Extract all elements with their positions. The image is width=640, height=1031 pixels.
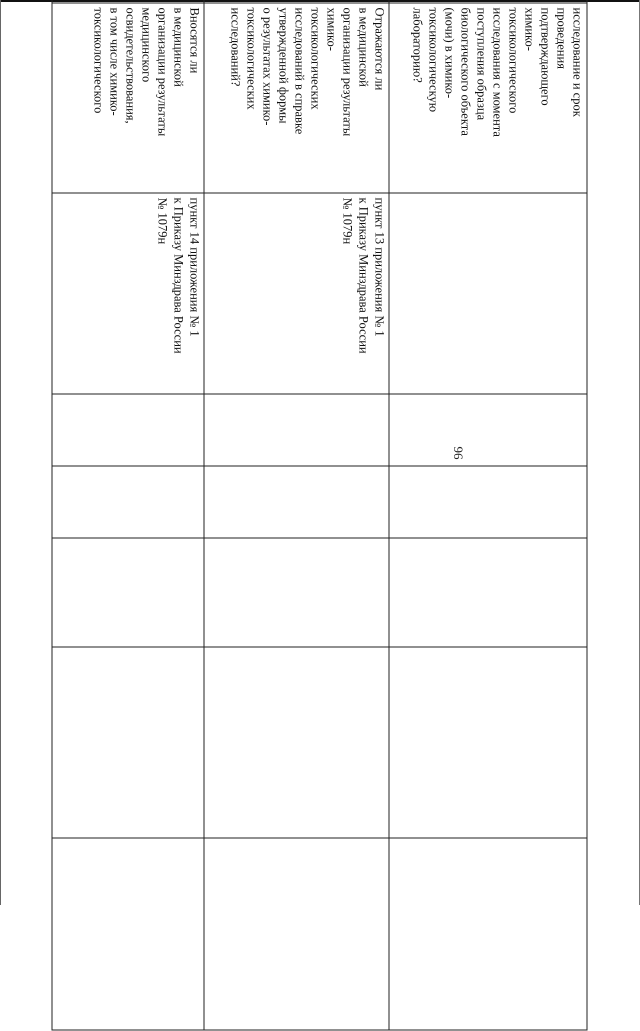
- table-row: [389, 0, 587, 1030]
- reference-cell: пункт 14 приложения № 1 к Приказу Минздрава России № 1079н: [52, 193, 204, 394]
- comment-cell: [204, 838, 389, 1030]
- answer-na-cell: [389, 538, 587, 647]
- answer-yes-cell: [389, 394, 587, 466]
- question-cell: исследование и срок проведения подтверждающего химико- токсикологического исследования с момента поступления образца биологического объекта (мочи) в химико- токсикологическую лабораторию?: [389, 3, 587, 193]
- reference-cell: пункт 13 приложения № 1 к Приказу Минздрава России № 1079н: [204, 193, 389, 394]
- question-cell: Вносятся ли в медицинской организации результаты медицинского освидетельствования, в том числе химико- токсикологического: [52, 3, 204, 193]
- table-row: [52, 0, 204, 1030]
- page-number: 96: [451, 446, 466, 460]
- checklist-table: [52, 0, 588, 1031]
- note-cell: [389, 647, 587, 838]
- table-row: [204, 0, 389, 1030]
- note-cell: [204, 647, 389, 838]
- answer-na-cell: [52, 538, 204, 647]
- answer-yes-cell: [204, 394, 389, 466]
- answer-na-cell: [204, 538, 389, 647]
- table-container: [53, 0, 588, 958]
- comment-cell: [389, 838, 587, 1030]
- answer-no-cell: [204, 466, 389, 538]
- answer-no-cell: [389, 466, 587, 538]
- comment-cell: [52, 838, 204, 1030]
- question-cell: Отражаются ли в медицинской организации результаты химико- токсикологических исследований в справке утвержденной формы о результатах химико- токсикологических исследований?: [204, 3, 389, 193]
- answer-no-cell: [52, 466, 204, 538]
- answer-yes-cell: [52, 394, 204, 466]
- note-cell: [52, 647, 204, 838]
- reference-cell: [389, 193, 587, 394]
